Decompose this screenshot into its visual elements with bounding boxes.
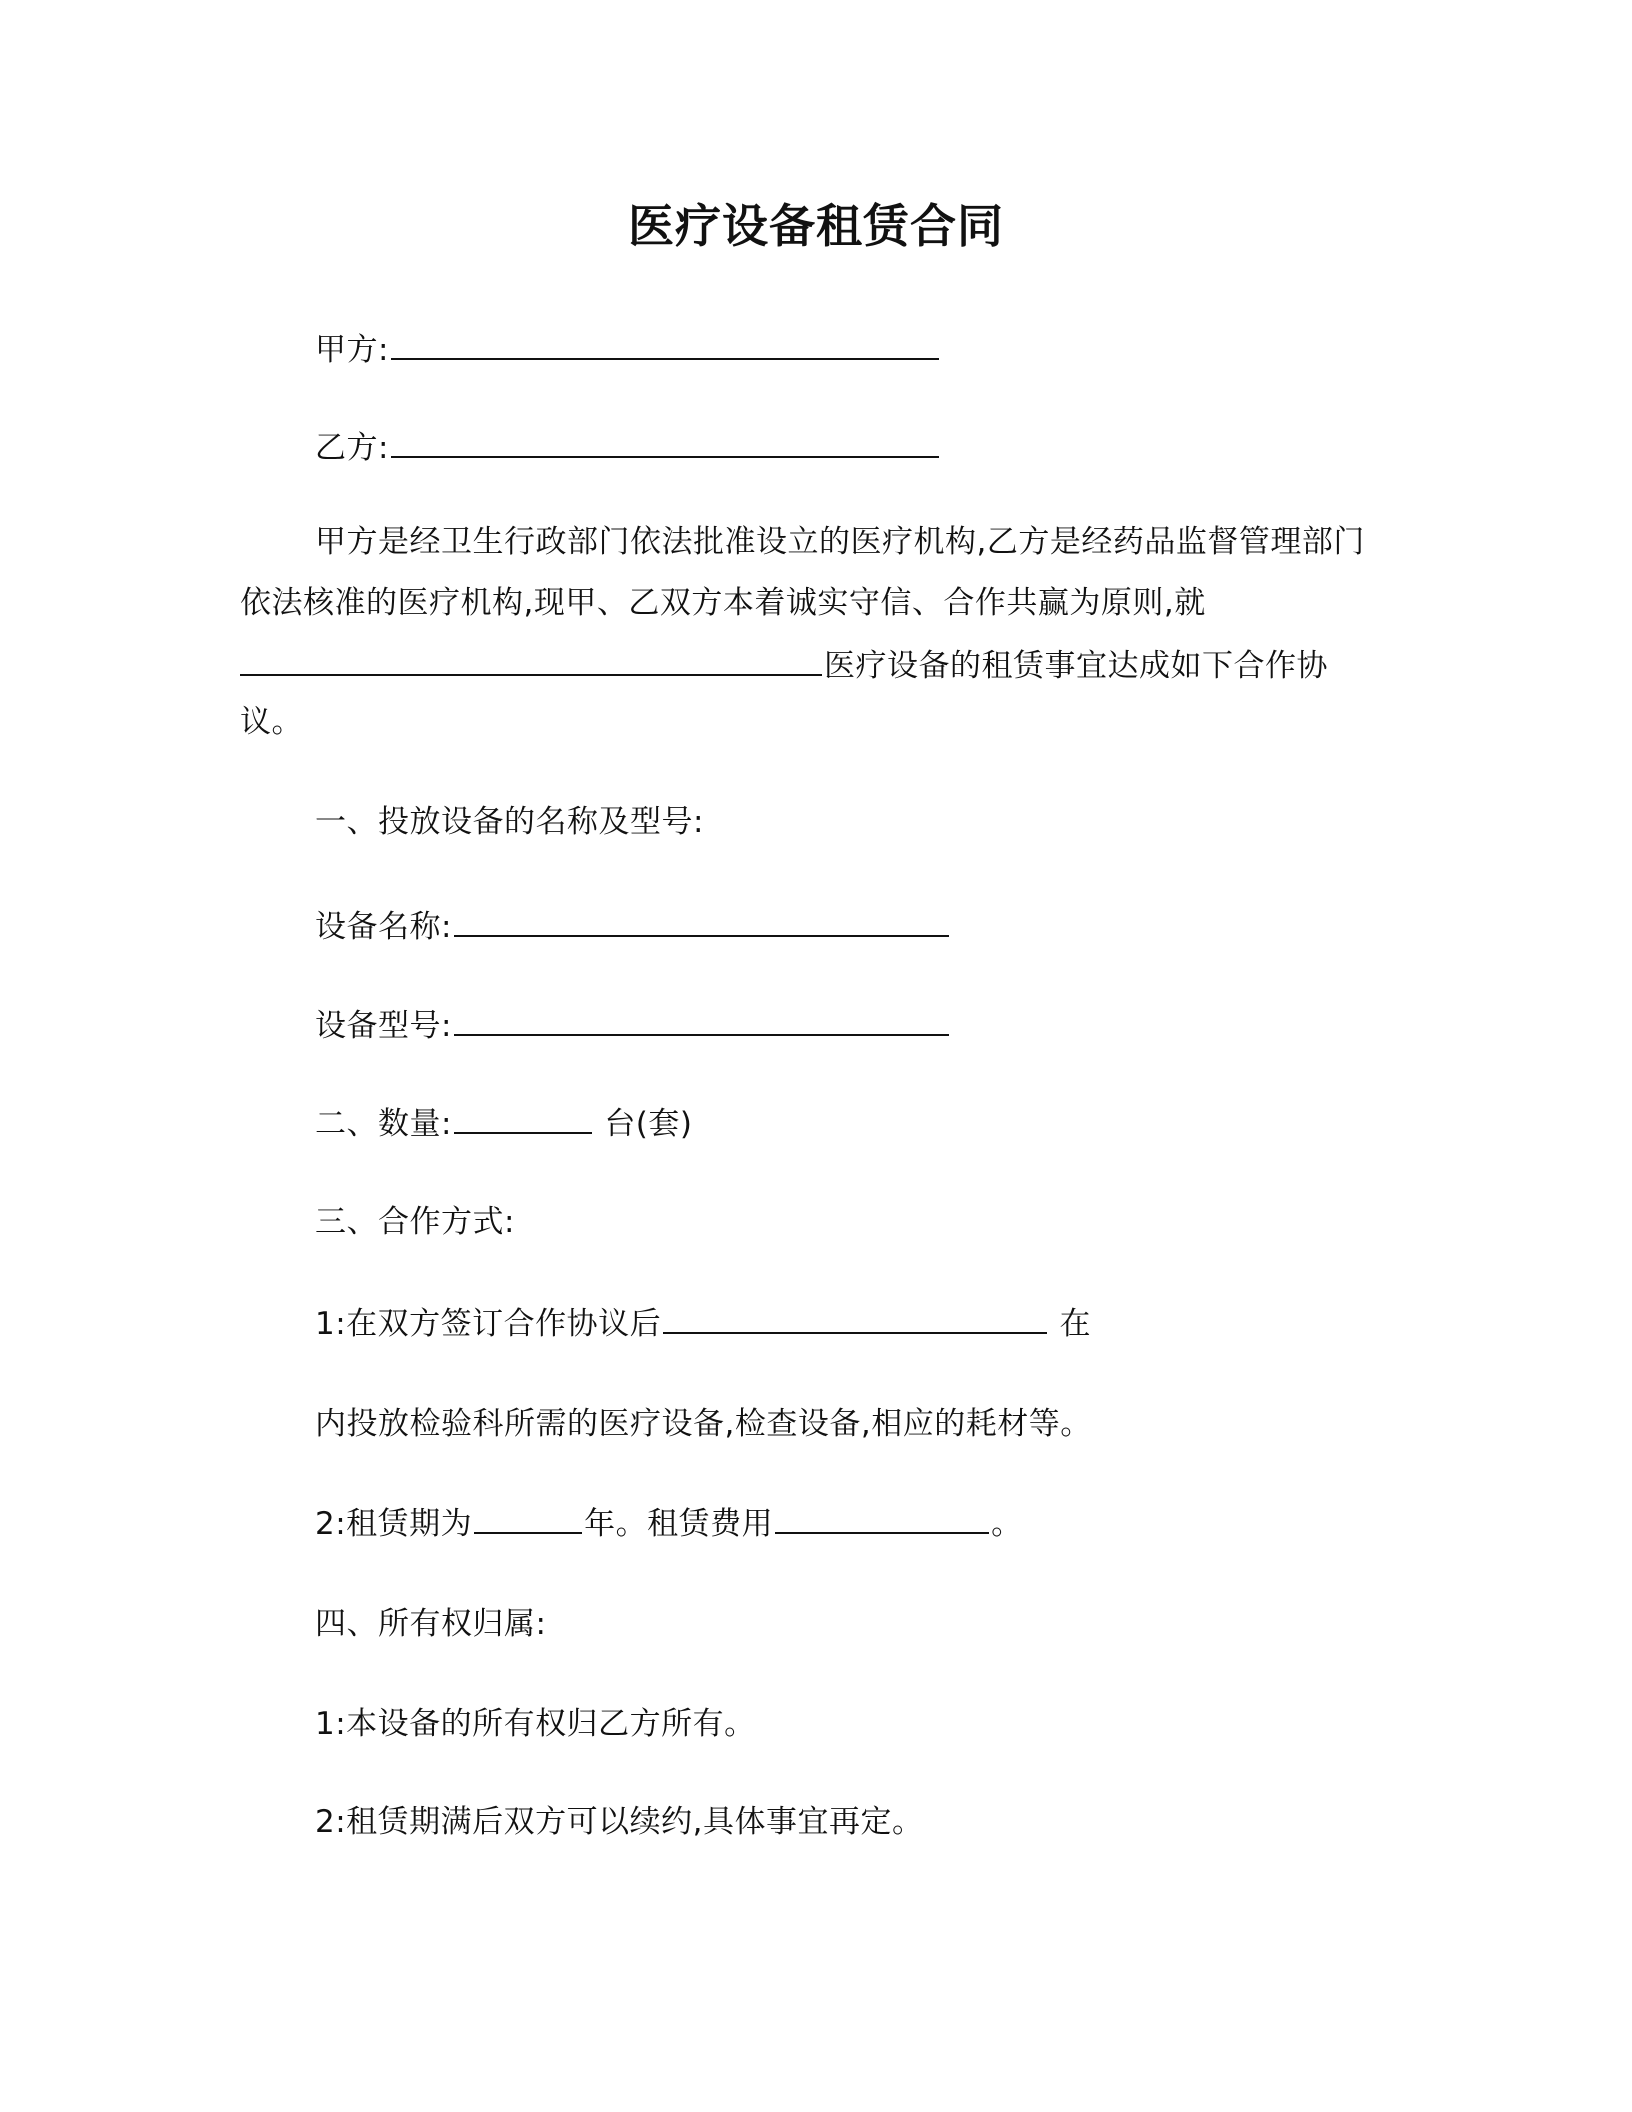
party-a-line [315,328,941,372]
quantity-unit: 台(套) [604,1106,693,1142]
device-name-label: 设备名称: [315,909,452,945]
party-a-label: 甲方: [315,332,389,368]
section4-item1: 1:本设备的所有权归乙方所有。 [315,1706,756,1742]
intro-line-2: 依法核准的医疗机构,现甲、乙双方本着诚实守信、合作共赢为原则,就 [240,585,1206,621]
section3-item2-suffix: 。 [991,1506,1023,1542]
section3-item2-mid: 年。租赁费用 [584,1506,774,1542]
quantity-blank[interactable] [454,1102,592,1134]
intro-line-1: 甲方是经卫生行政部门依法批准设立的医疗机构,乙方是经药品监督管理部门 [315,524,1365,560]
lease-years-blank[interactable] [474,1502,582,1534]
placement-time-blank[interactable] [663,1302,1047,1334]
document-title: 医疗设备租赁合同 [628,199,1004,253]
section3-heading: 三、合作方式: [315,1204,515,1240]
section1-heading: 一、投放设备的名称及型号: [315,804,704,840]
section3-item2-prefix: 2:租赁期为 [315,1506,473,1542]
intro-line-3 [240,644,1328,688]
party-a-blank[interactable] [391,328,939,360]
device-model-label: 设备型号: [315,1008,452,1044]
device-model-blank[interactable] [454,1004,949,1036]
intro-line-3-suffix: 医疗设备的租赁事宜达成如下合作协 [824,648,1328,684]
quantity-line [315,1102,693,1146]
lease-fee-blank[interactable] [775,1502,989,1534]
device-model-line [315,1004,951,1048]
section3-item1-suffix: 在 [1059,1306,1092,1342]
section3-item1-prefix: 1:在双方签订合作协议后 [315,1306,662,1342]
intro-line-4: 议。 [240,704,303,740]
section3-item1-cont: 内投放检验科所需的医疗设备,检查设备,相应的耗材等。 [315,1406,1092,1442]
section3-item1-line [315,1302,1091,1346]
section3-item2-line [315,1502,1023,1546]
device-name-blank[interactable] [454,905,949,937]
party-b-blank[interactable] [391,426,939,458]
quantity-label: 二、数量: [315,1106,452,1142]
party-b-line [315,426,941,470]
section4-item2: 2:租赁期满后双方可以续约,具体事宜再定。 [315,1804,924,1840]
section4-heading: 四、所有权归属: [315,1606,547,1642]
equipment-type-blank[interactable] [240,644,822,676]
party-b-label: 乙方: [315,430,389,466]
device-name-line [315,905,951,949]
